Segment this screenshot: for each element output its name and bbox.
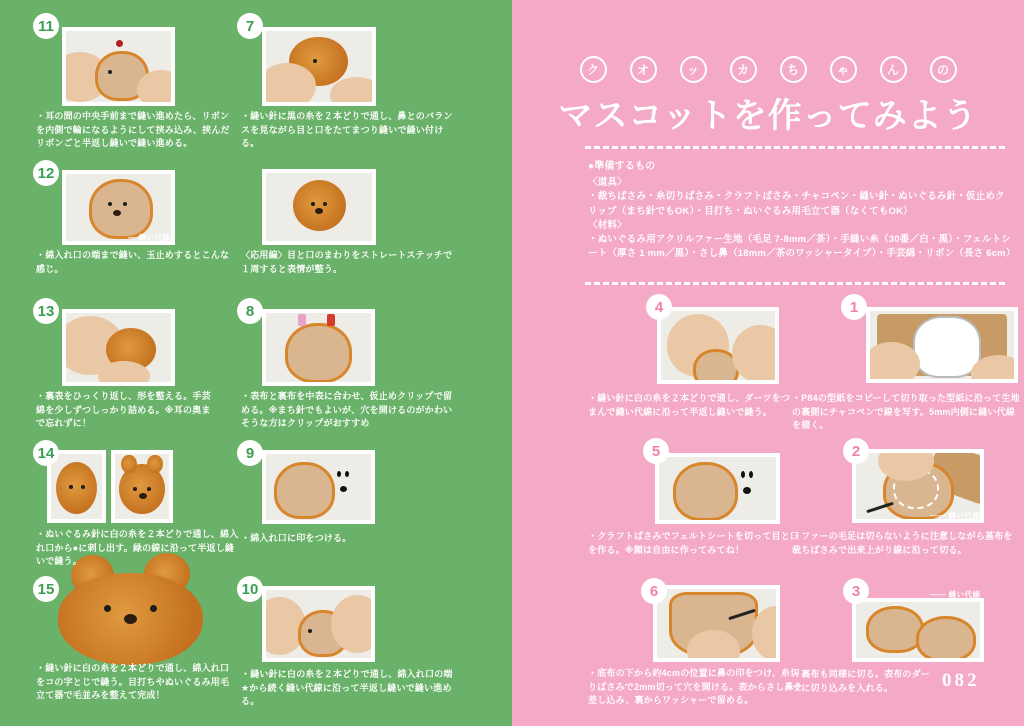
step-13-photo bbox=[62, 309, 175, 386]
step-11-badge bbox=[33, 13, 59, 39]
step-6-badge bbox=[641, 578, 667, 604]
photo-area bbox=[266, 313, 371, 382]
step-10-badge bbox=[237, 576, 263, 602]
step-5-badge bbox=[643, 438, 669, 464]
materials-list: ・ぬいぐるみ用アクリルファー生地（毛足 7-8mm／茶）・手縫い糸（30番／白・黒）・フェルトシート（厚さ 1 mm／黒）・さし鼻（18mm／茶のワッシャータイプ）・手芸綿・リボン（長さ 6cm） bbox=[588, 234, 1016, 260]
fabric-shape bbox=[89, 179, 153, 239]
step-11-caption: ・耳の間の中央手前まで縫い進めたら、リボンを内側で輪になるようにして挟み込み、挟んだリボンごと半返し縫いで縫い進める。 bbox=[36, 111, 230, 148]
step-8-photo bbox=[262, 309, 375, 386]
materials-block bbox=[588, 159, 1016, 262]
step-5-photo bbox=[655, 453, 780, 524]
fabric-shape bbox=[866, 606, 924, 652]
felt-eye-mark bbox=[749, 471, 753, 478]
step-6-number: 6 bbox=[649, 582, 659, 600]
nose-dot bbox=[124, 614, 137, 624]
step-13-caption: ・裏表をひっくり返し、形を整える。手芸綿を少しずつしっかり詰める。※耳の奥まで忘れずに！ bbox=[36, 391, 211, 428]
step-7-photo bbox=[262, 27, 376, 106]
nose-dot bbox=[139, 493, 147, 499]
step-2-number: 2 bbox=[851, 442, 861, 460]
felt-eye-mark bbox=[741, 471, 745, 478]
eye-dot bbox=[81, 485, 85, 489]
step-15-caption: ・縫い針に白の糸を２本どりで通し、綿入れ口をコの字とじで縫う。目打ちやぬいぐるみ用毛立て器で毛並みを整えて完成！ bbox=[36, 663, 230, 700]
photo-area bbox=[870, 311, 1014, 379]
kicker-char: ち bbox=[780, 56, 807, 83]
seam-allowance-label: ―― 縫い代線 bbox=[930, 590, 981, 599]
ribbon-shape bbox=[116, 40, 123, 47]
eye-dot bbox=[133, 487, 137, 491]
materials-heading: ●準備するもの bbox=[588, 161, 656, 172]
step-13-number: 13 bbox=[37, 302, 55, 320]
fabric-shape bbox=[916, 616, 977, 658]
clip-shape bbox=[298, 314, 306, 326]
step-9-number: 9 bbox=[245, 444, 255, 462]
step-3-photo bbox=[852, 598, 984, 662]
paper-pattern-shape bbox=[913, 316, 980, 377]
step-14-caption: ・ぬいぐるみ針に白の糸を２本どりで通し、綿入れ口から●に刺し出す。緑の線に沿って半返し縫いで縫う。 bbox=[36, 529, 239, 566]
step-10-number: 10 bbox=[241, 580, 259, 598]
kicker-char: ん bbox=[880, 56, 907, 83]
fabric-shape bbox=[274, 462, 335, 519]
step-11-number: 11 bbox=[38, 17, 54, 35]
step-15-photo-cutout bbox=[58, 566, 223, 658]
step-10-photo bbox=[262, 586, 375, 662]
kicker-char: ッ bbox=[680, 56, 707, 83]
step-4-number: 4 bbox=[654, 298, 664, 316]
tools-list: ・裁ちばさみ・糸切りばさみ・クラフトばさみ・チャコペン・縫い針・ぬいぐるみ針・仮止めクリップ（まち針でもOK）・目打ち・ぬいぐるみ用毛立て器（なくてもOK） bbox=[588, 191, 1005, 217]
step-15-badge bbox=[33, 576, 59, 602]
photo-area bbox=[51, 454, 102, 519]
page-number: 082 bbox=[942, 670, 980, 691]
step-9-photo bbox=[262, 450, 375, 524]
step-4-photo bbox=[657, 307, 779, 384]
step-9-badge bbox=[237, 440, 263, 466]
photo-area bbox=[856, 602, 980, 658]
plush-shape bbox=[293, 180, 346, 231]
step-4-badge bbox=[646, 294, 672, 320]
step-4-caption: ・縫い針に白の糸を２本どりで通し、ダーツをつまんで縫い代線に沿って半返し縫いで縫う。 bbox=[588, 393, 791, 417]
plush-shape bbox=[56, 462, 97, 514]
hand-shape bbox=[732, 325, 775, 380]
step-5-number: 5 bbox=[651, 442, 661, 460]
step-8-number: 8 bbox=[245, 302, 255, 320]
step-8-badge bbox=[237, 298, 263, 324]
step-7-badge bbox=[237, 13, 263, 39]
felt-mouth-mark bbox=[340, 486, 347, 492]
step-2-caption: ・ファーの毛足は切らないように注意しながら基布を裁ちばさみで出来上がり線に沿って切る。 bbox=[792, 531, 1013, 555]
step-1-photo bbox=[866, 307, 1018, 383]
step-11-photo bbox=[62, 27, 175, 106]
dashed-divider bbox=[585, 282, 1005, 285]
eye-dot bbox=[123, 202, 127, 206]
step-6-caption: ・底布の下から約4cmの位置に鼻の印をつけ、糸切りばさみで2mm切って穴を開ける。表からさし鼻を差し込み、裏からワッシャーで留める。 bbox=[588, 668, 803, 705]
seam-allowance-label: ― 縫い代線 bbox=[128, 233, 171, 242]
photo-area bbox=[657, 589, 776, 658]
step-12-caption: ・綿入れ口の端まで縫い、玉止めするとこんな感じ。 bbox=[36, 250, 230, 274]
kicker-char: の bbox=[930, 56, 957, 83]
photo-area bbox=[266, 173, 372, 241]
step-14-photo-right bbox=[111, 450, 173, 523]
clip-shape bbox=[327, 314, 335, 326]
step-7-number: 7 bbox=[245, 17, 255, 35]
eye-dot bbox=[311, 202, 315, 206]
kicker-char: ク bbox=[580, 56, 607, 83]
step-1-number: 1 bbox=[849, 298, 859, 316]
step-9-caption: ・綿入れ口に印をつける。 bbox=[241, 533, 352, 543]
step-3-badge bbox=[843, 578, 869, 604]
fabric-shape bbox=[285, 323, 352, 382]
ear-shape bbox=[121, 455, 136, 473]
photo-area bbox=[115, 454, 169, 519]
step-14-badge bbox=[33, 440, 59, 466]
step-1-badge bbox=[841, 294, 867, 320]
step-extra-caption: 〈応用編〉目と口のまわりをストレートステッチで１周すると表情が整う。 bbox=[241, 250, 453, 274]
step-10-caption: ・縫い針に白の糸を２本どりで通し、綿入れ口の端★から続く縫い代線に沿って半返し縫いで縫い進める。 bbox=[241, 669, 453, 706]
felt-eye-mark bbox=[337, 471, 341, 477]
materials-label: 〈材料〉 bbox=[588, 219, 627, 231]
step-12-badge bbox=[33, 160, 59, 186]
step-7-caption: ・縫い針に黒の糸を２本どりで通し、鼻とのバランスを見ながら目と口をたてまつり縫いで縫い付ける。 bbox=[241, 111, 453, 148]
tools-label: 〈道具〉 bbox=[588, 177, 627, 188]
photo-area bbox=[661, 311, 775, 380]
eye-dot bbox=[104, 605, 111, 612]
step-3-number: 3 bbox=[851, 582, 861, 600]
step-1-caption: ・P84の型紙をコピーして切り取った型紙に沿って生地の裏側にチャコペンで線を写す。5mm内側に縫い代線を描く。 bbox=[792, 393, 1020, 430]
step-12-number: 12 bbox=[37, 164, 55, 182]
step-14-number: 14 bbox=[37, 444, 55, 462]
step-2-badge bbox=[843, 438, 869, 464]
hand-shape bbox=[98, 361, 151, 382]
photo-area bbox=[66, 31, 171, 102]
eye-dot bbox=[147, 487, 151, 491]
photo-area bbox=[659, 457, 776, 520]
kicker-char: カ bbox=[730, 56, 757, 83]
step-extra-photo bbox=[262, 169, 376, 245]
kicker-char: オ bbox=[630, 56, 657, 83]
dashed-divider bbox=[585, 146, 1005, 149]
photo-area bbox=[66, 174, 171, 241]
step-15-number: 15 bbox=[37, 580, 55, 598]
photo-area bbox=[266, 590, 371, 658]
step-3-caption: ・裏布も同様に切る。表布のダーツに切り込みを入れる。 bbox=[792, 669, 931, 693]
ear-shape bbox=[147, 455, 162, 473]
felt-mouth-mark bbox=[743, 487, 751, 494]
title-kicker bbox=[512, 56, 1024, 83]
step-5-caption: ・クラフトばさみでフェルトシートを切って目と口を作る。※顔は自由に作ってみてね！ bbox=[588, 531, 800, 555]
photo-area bbox=[266, 454, 371, 520]
photo-area bbox=[266, 31, 372, 102]
step-13-badge bbox=[33, 298, 59, 324]
photo-area bbox=[66, 313, 171, 382]
seam-allowance-label: ―― 縫い代線 bbox=[930, 511, 981, 520]
kicker-char: ゃ bbox=[830, 56, 857, 83]
step-8-caption: ・表布と裏布を中表に合わせ、仮止めクリップで留める。※まち針でもよいが、穴を開けるのがかわいそうな方はクリップがおすすめ bbox=[241, 391, 453, 428]
step-6-photo bbox=[653, 585, 780, 662]
felt-eye-mark bbox=[345, 471, 349, 477]
fabric-shape bbox=[673, 462, 738, 520]
eye-dot bbox=[323, 202, 327, 206]
page-title: マスコットを作ってみよう bbox=[558, 97, 978, 135]
